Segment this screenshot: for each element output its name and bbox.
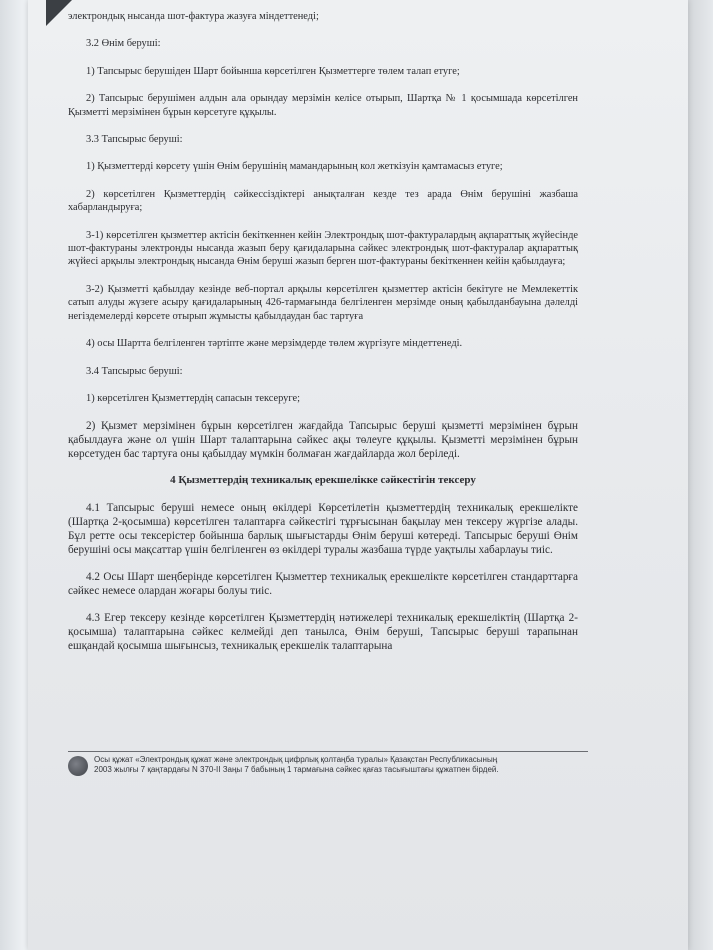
seal-icon: [68, 756, 88, 776]
section-4-3: 4.3 Егер тексеру кезінде көрсетілген Қызметтердің нәтижелері техникалық ерекшеліктің (Шартқа 2-қосымша) талаптарына сәйкес келмейді деп танылса, Өнім беруші, Тапсырыс беруші тарапынан ешқандай қосымша шығынсыз, техникалық ерекшелік талаптарына: [68, 611, 578, 652]
section-3-3-item-2: 2) көрсетілген Қызметтердің сәйкессіздіктері анықталған кезде тез арада Өнім берушіні жазбаша хабарландыруға;: [68, 188, 578, 214]
section-3-3-item-3-2: 3-2) Қызметті қабылдау кезінде веб-портал арқылы көрсетілген қызметтер актісін бекітуге не Мемлекеттік сатып алуды жүзеге асыру қағидаларының 426-тармағында белгіленген мерзімде оның қабылданбауына дәлелді негіздемелерді көрсете отырып жұмысты қабылдаудан бас тартуға: [68, 283, 578, 322]
section-3-2-item-1: 1) Тапсырыс берушіден Шарт бойынша көрсетілген Қызметтерге төлем талап етуге;: [86, 65, 460, 77]
section-3-4-heading: 3.4 Тапсырыс беруші:: [86, 365, 183, 377]
document-body: [68, 10, 578, 666]
section-3-3-heading: 3.3 Тапсырыс беруші:: [86, 134, 183, 146]
section-3-4-item-1: 1) көрсетілген Қызметтердің сапасын тексеруге;: [86, 392, 300, 404]
top-line: электрондық нысанда шот-фактура жазуға міндеттенеді;: [68, 11, 319, 22]
footer-note: Осы құжат «Электрондық құжат және электрондық цифрлық қолтаңба туралы» Қазақстан Республикасының 2003 жылғы 7 қаңтардағы N 370-II Заңы 7 бабының 1 тармағына сәйкес қағаз тасығыштағы құжатпен бірдей.: [94, 755, 499, 774]
section-3-3-item-3-1: 3-1) көрсетілген қызметтер актісін бекіткеннен кейін Электрондық шот-фактуралардың ақпараттық жүйесінде шот-фактураны электронды нысанда жазып беру қағидаларына сәйкес электрондық шот-фактуралар ақпараттық жүйесі арқылы электрондық нысанда Өнім беруші жазып берген шот-фактураны бекіткеннен кейін қабылдауға;: [68, 229, 578, 268]
section-3-2-item-2: 2) Тапсырыс берушімен алдын ала орындау мерзімін келісе отырып, Шартқа № 1 қосымшада көрсетілген Қызметті мерзімінен бұрын көрсетуге құқылы.: [68, 93, 578, 118]
page-footer: [68, 751, 588, 776]
section-3-4-item-2: 2) Қызмет мерзімінен бұрын көрсетілген жағдайда Тапсырыс беруші қызметті мерзімінен бұрын қабылдауға және ол үшін Шарт талаптарына сәйкес ақы төлеуге құқылы. Қызметті мерзімінен бұрын көрсетуден бас тартуға оны қабылдау мүмкін болмаған жағдайларда жол беріледі.: [68, 420, 578, 461]
section-3-2-heading: 3.2 Өнім беруші:: [86, 38, 161, 50]
section-4-1: 4.1 Тапсырыс беруші немесе оның өкілдері Көрсетілетін қызметтердің техникалық ерекшелікте (Шартқа 2-қосымша) көрсетілген талаптарға сәйкестігі тұрғысынан бақылау мен тексеру жүргізе алады. Бұл ретте осы тексерістер бойынша барлық шығыстарды Өнім беруші көтереді. Тапсырыс беруші Өнім берушіні осы мақсаттар үшін белгіленген өз өкілдері туралы жазбаша түрде уақтылы хабарлауы тиіс.: [68, 501, 578, 556]
section-3-3-item-4: 4) осы Шартта белгіленген тәртіпте және мерзімдерде төлем жүргізуге міндеттенеді.: [86, 338, 463, 350]
section-3-3-item-1: 1) Қызметтерді көрсету үшін Өнім берушінің мамандарының кол жеткізуін қамтамасыз етуге;: [86, 161, 503, 173]
section-4-2: 4.2 Осы Шарт шеңберінде көрсетілген Қызметтер техникалық ерекшелікте көрсетілген стандарттарға сәйкес немесе олардан жоғары болуы тиіс.: [68, 570, 578, 597]
section-4-title: 4 Қызметтердің техникалық ерекшелікке сәйкестігін тексеру: [170, 474, 476, 487]
document-page: [28, 0, 688, 950]
